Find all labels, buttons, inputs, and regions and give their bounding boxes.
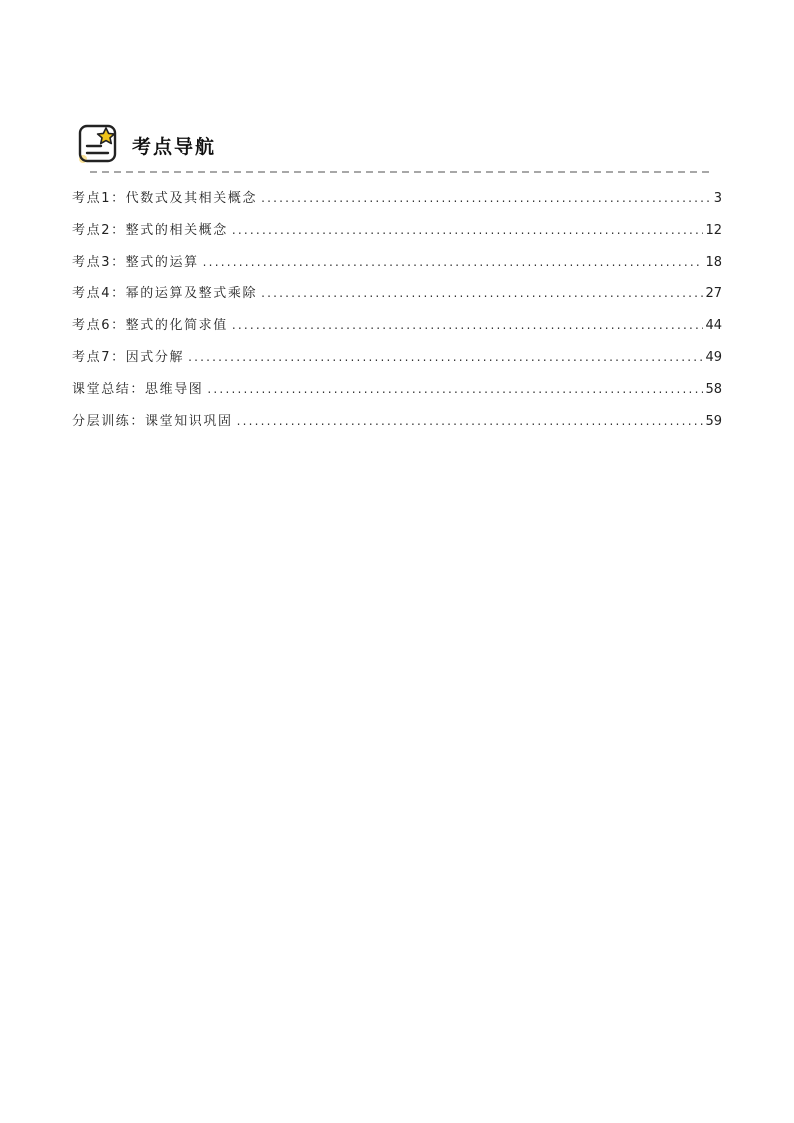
list-star-icon <box>78 124 118 164</box>
toc-entry[interactable] <box>72 342 722 374</box>
toc-entry-label: 课堂总结：思维导图 <box>72 381 204 397</box>
toc-dot-leader <box>259 183 712 215</box>
toc-entry[interactable] <box>72 278 722 310</box>
toc-dot-leader <box>259 278 703 310</box>
toc-entry[interactable] <box>72 374 722 406</box>
section-header <box>78 124 718 164</box>
toc-entry-page: 18 <box>705 254 722 270</box>
toc-entry-label: 分层训练：课堂知识巩固 <box>72 413 233 429</box>
toc-entry-label: 考点3：整式的运算 <box>72 254 199 270</box>
toc-entry-label: 考点4：幂的运算及整式乘除 <box>72 286 258 302</box>
toc-dot-leader <box>205 374 703 406</box>
toc-dot-leader <box>235 406 704 438</box>
toc-dot-leader <box>230 215 704 247</box>
toc-entry-page: 58 <box>705 381 722 397</box>
page-title: 考点导航 <box>132 136 217 158</box>
toc-entry-label: 考点1：代数式及其相关概念 <box>72 191 258 206</box>
header-divider <box>90 170 710 174</box>
toc-dot-leader <box>186 342 703 374</box>
toc-entry-page: 59 <box>705 413 722 429</box>
toc-entry-page: 44 <box>705 318 722 334</box>
toc-entry[interactable] <box>72 247 722 279</box>
table-of-contents <box>72 183 722 437</box>
toc-entry-label: 考点6：整式的化简求值 <box>72 318 228 334</box>
toc-entry[interactable] <box>72 183 722 215</box>
toc-dot-leader <box>230 310 704 342</box>
toc-entry-label: 考点2：整式的相关概念 <box>72 222 228 238</box>
toc-entry[interactable] <box>72 310 722 342</box>
toc-entry-page: 3 <box>713 191 722 206</box>
toc-entry-page: 27 <box>705 286 722 302</box>
toc-entry[interactable] <box>72 406 722 438</box>
toc-entry-page: 49 <box>705 349 722 365</box>
toc-dot-leader <box>201 247 704 279</box>
toc-entry-page: 12 <box>705 222 722 238</box>
toc-entry-label: 考点7：因式分解 <box>72 349 185 365</box>
toc-entry[interactable] <box>72 215 722 247</box>
